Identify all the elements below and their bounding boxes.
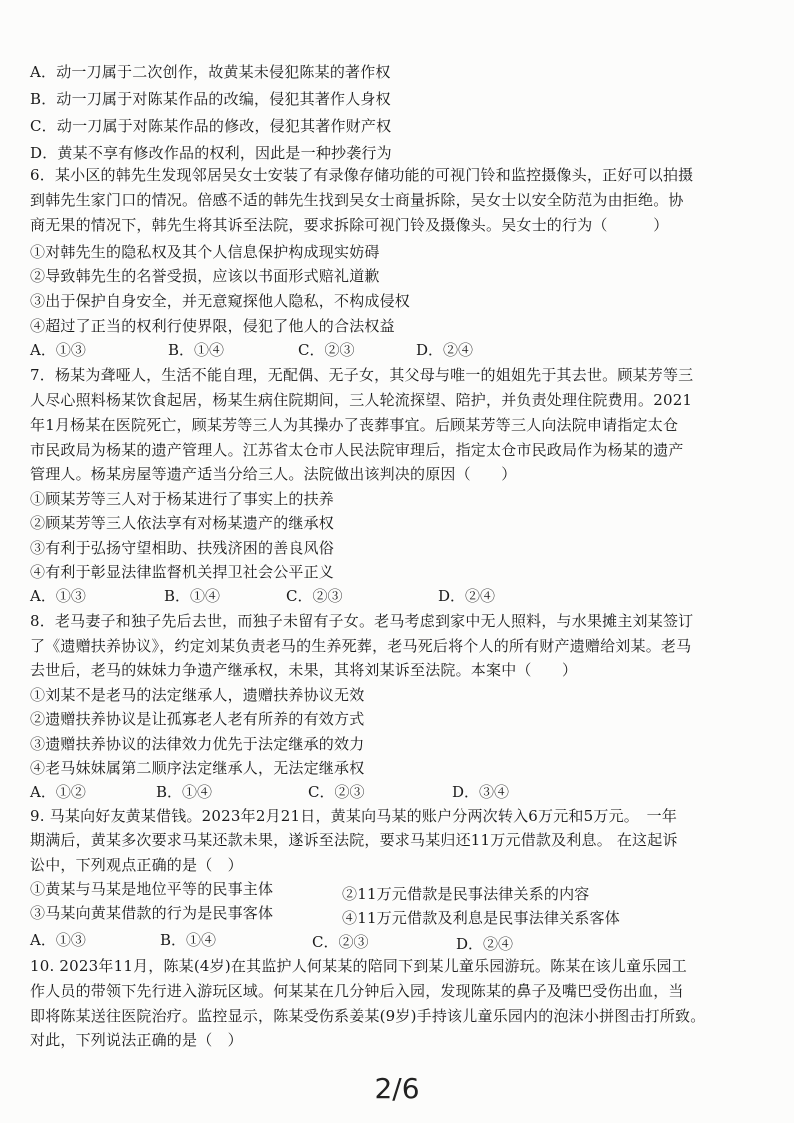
q8-choice-b: B．①④ xyxy=(156,783,213,801)
q8-item: ①刘某不是老马的法定继承人，遗赠扶养协议无效 xyxy=(30,686,365,704)
q7-stem-line: 市民政局为杨某的遗产管理人。江苏省太仓市人民法院审理后，指定太仓市民政局作为杨某的遗产 xyxy=(30,441,684,459)
q8-item: ③遗赠扶养协议的法律效力优先于法定继承的效力 xyxy=(30,735,365,753)
q5-option-a: A．动一刀属于二次创作，故黄某未侵犯陈某的著作权 xyxy=(30,63,391,81)
q7-stem-line: 7．杨某为聋哑人，生活不能自理，无配偶、无子女，其父母与唯一的姐姐先于其去世。顾某芳等三 xyxy=(30,366,694,384)
q7-item: ③有利于弘扬守望相助、扶残济困的善良风俗 xyxy=(30,539,335,557)
q8-stem-line: 了《遗赠扶养协议》，约定刘某负责老马的生养死葬，老马死后将个人的所有财产遗赠给刘某。老马 xyxy=(30,637,692,655)
q6-choice-b: B．①④ xyxy=(168,341,225,359)
q6-item: ③出于保护自身安全，并无意窥探他人隐私，不构成侵权 xyxy=(30,292,411,310)
q9-choice-d: D．②④ xyxy=(456,935,514,953)
q8-stem-line: 8．老马妻子和独子先后去世，而独子未留有子女。老马考虑到家中无人照料，与水果摊主刘某签订 xyxy=(30,612,694,630)
q9-choice-a: A．①③ xyxy=(30,931,86,949)
q6-choice-c: C．②③ xyxy=(298,341,355,359)
q9-item: ③马某向黄某借款的行为是民事客体 xyxy=(30,904,274,922)
page-number: 2/6 xyxy=(374,1072,420,1105)
q8-stem-line: 去世后，老马的妹妹力争遗产继承权，未果，其将刘某诉至法院。本案中（ ） xyxy=(30,661,578,679)
q6-stem-line: 商无果的情况下，韩先生将其诉至法院，要求拆除可视门铃及摄像头。吴女士的行为（ ） xyxy=(30,216,669,234)
q10-stem-line: 对此，下列说法正确的是（ ） xyxy=(30,1031,243,1049)
q9-item: ①黄某与马某是地位平等的民事主体 xyxy=(30,880,274,898)
q8-choice-d: D．③④ xyxy=(452,783,510,801)
q9-item: ④11万元借款及利息是民事法律关系客体 xyxy=(342,909,620,927)
q7-item: ④有利于彰显法律监督机关捍卫社会公平正义 xyxy=(30,563,335,581)
q8-item: ④老马妹妹属第二顺序法定继承人，无法定继承权 xyxy=(30,759,365,777)
q8-choice-a: A．①② xyxy=(30,783,86,801)
q7-choice-a: A．①③ xyxy=(30,587,86,605)
q5-option-c: C．动一刀属于对陈某作品的修改，侵犯其著作财产权 xyxy=(30,117,392,135)
q7-choice-d: D．②④ xyxy=(438,587,496,605)
q7-stem-line: 人尽心照料杨某饮食起居，杨某生病住院期间，三人轮流探望、陪护，并负责处理住院费用。2021 xyxy=(30,391,693,409)
q7-stem-line: 年1月杨某在医院死亡，顾某芳等三人为其操办了丧葬事宜。后顾某芳等三人向法院申请指定太仓 xyxy=(30,416,679,434)
q6-stem-line: 6．某小区的韩先生发现邻居吴女士安装了有录像存储功能的可视门铃和监控摄像头，正好可以拍摄 xyxy=(30,166,694,184)
q7-choice-b: B．①④ xyxy=(164,587,221,605)
q6-choice-a: A．①③ xyxy=(30,341,86,359)
q6-item: ④超过了正当的权利行使界限，侵犯了他人的合法权益 xyxy=(30,317,395,335)
q7-item: ②顾某芳等三人依法享有对杨某遗产的继承权 xyxy=(30,514,335,532)
q9-choice-c: C．②③ xyxy=(312,933,369,951)
q10-stem-line: 10. 2023年11月，陈某(4岁)在其监护人何某某的陪同下到某儿童乐园游玩。陈某在该儿童乐园工 xyxy=(30,957,687,975)
q7-choice-c: C．②③ xyxy=(286,587,343,605)
q8-choice-c: C．②③ xyxy=(308,783,365,801)
q7-item: ①顾某芳等三人对于杨某进行了事实上的扶养 xyxy=(30,490,335,508)
q6-item: ②导致韩先生的名誉受损，应该以书面形式赔礼道歉 xyxy=(30,267,380,285)
q6-stem-line: 到韩先生家门口的情况。倍感不适的韩先生找到吴女士商量拆除，吴女士以安全防范为由拒绝。协 xyxy=(30,191,684,209)
q9-stem-line: 讼中，下列观点正确的是（ ） xyxy=(30,856,243,874)
q9-item: ②11万元借款是民事法律关系的内容 xyxy=(342,885,590,903)
q8-item: ②遗赠扶养协议是让孤寡老人老有所养的有效方式 xyxy=(30,710,365,728)
q5-option-b: B．动一刀属于对陈某作品的改编，侵犯其著作人身权 xyxy=(30,90,391,108)
q9-stem-line: 期满后，黄某多次要求马某还款未果，遂诉至法院，要求马某归还11万元借款及利息。 在这起诉 xyxy=(30,831,678,849)
q6-choice-d: D．②④ xyxy=(416,341,474,359)
q9-stem-line: 9. 马某向好友黄某借钱。2023年2月21日，黄某向马某的账户分两次转入6万元和5万元。 一年 xyxy=(30,807,678,825)
q10-stem-line: 作人员的带领下先行进入游玩区域。何某某在几分钟后入园，发现陈某的鼻子及嘴巴受伤出血，当 xyxy=(30,982,684,1000)
q7-stem-line: 管理人。杨某房屋等遗产适当分给三人。法院做出该判决的原因（ ） xyxy=(30,465,517,483)
q5-option-d: D．黄某不享有修改作品的权利，因此是一种抄袭行为 xyxy=(30,144,392,162)
q6-item: ①对韩先生的隐私权及其个人信息保护构成现实妨碍 xyxy=(30,243,380,261)
q10-stem-line: 即将陈某送往医院治疗。监控显示，陈某受伤系姜某(9岁)手持该儿童乐园内的泡沫小拼图击打所致。 xyxy=(30,1007,706,1025)
q9-choice-b: B．①④ xyxy=(160,931,217,949)
